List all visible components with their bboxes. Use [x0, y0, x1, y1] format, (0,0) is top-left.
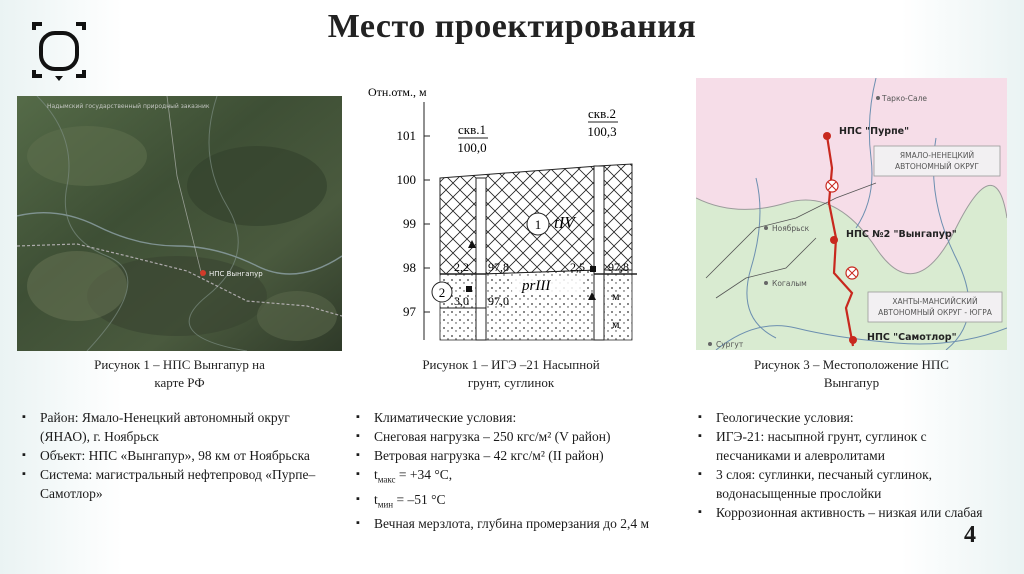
geology-bullets: [694, 408, 984, 522]
npc-marker-icon: [200, 270, 206, 276]
tmax-subscript: макс: [377, 474, 396, 485]
slide-title: Место проектирования: [327, 8, 697, 45]
bullet-region: ▪ Район: Ямало-Ненецкий автономный округ (ЯНАО), г. Ноябрьск: [18, 408, 318, 446]
tick-98: 98: [403, 260, 416, 275]
bullet-tmin: [352, 490, 692, 515]
unit-m-2: м: [612, 317, 620, 331]
tmin-value: = –51 °C: [393, 491, 446, 507]
bullet-geology: ▪ Геологические условия:: [694, 408, 984, 427]
elev-97-8-b: 97,8: [608, 260, 629, 274]
page-number: 4: [964, 522, 976, 548]
station-vyngapur-icon: [830, 236, 838, 244]
yanao-label-1: ЯМАЛО-НЕНЕЦКИЙ: [899, 151, 975, 160]
bullet-system: ▪ Система: магистральный нефтепровод «Пурпе–Самотлор»: [18, 465, 318, 503]
figure2-caption-line1: Рисунок 1 – ИГЭ –21 Насыпной: [422, 357, 600, 372]
layer1-label: tIV: [554, 213, 575, 232]
label-kogalym: Когалым: [772, 279, 807, 288]
well1-name: скв.1: [458, 122, 486, 137]
bullet-permafrost: ▪ Вечная мерзлота, глубина промерзания до 2,4 м: [352, 514, 692, 533]
label-surgut: Сургут: [716, 340, 744, 349]
tick-101: 101: [396, 128, 416, 143]
bullet-corrosion: ▪ Коррозионная активность – низкая или слабая: [694, 503, 984, 522]
yanao-label-2: АВТОНОМНЫЙ ОКРУГ: [895, 162, 979, 171]
bullet-snow: ▪ Снеговая нагрузка – 250 кгс/м² (V район): [352, 427, 692, 446]
label-vyngapur: НПС №2 "Вынгапур": [846, 229, 957, 240]
tick-97: 97: [403, 304, 416, 319]
station-samotlor-icon: [849, 336, 857, 344]
climate-bullets: [352, 408, 692, 533]
bullet-object: ▪ Объект: НПС «Вынгапур», 98 км от Ноябрьска: [18, 446, 318, 465]
figure1-caption-line2: карте РФ: [154, 375, 205, 390]
station-purpe-icon: [823, 132, 831, 140]
label-tarko-sale: Тарко-Сале: [882, 94, 928, 103]
location-bullets: [18, 408, 318, 503]
layer1-number: 1: [534, 217, 542, 232]
tick-99: 99: [403, 216, 416, 231]
bullet-ige21: ▪ ИГЭ-21: насыпной грунт, суглинок с песчаниками и алевролитами: [694, 427, 984, 465]
figure1-caption-line1: Рисунок 1 – НПС Вынгапур на: [94, 357, 265, 372]
elev-97-0: 97,0: [488, 294, 509, 308]
label-samotlor: НПС "Самотлор": [867, 332, 957, 343]
well2-name: скв.2: [588, 106, 616, 121]
depth-2-2: 2,2: [454, 260, 469, 274]
tmin-symbol: t: [374, 491, 378, 507]
figure2-caption: [362, 356, 660, 392]
geological-section: [362, 78, 660, 348]
well1-elev: 100,0: [457, 140, 487, 155]
map-header-label: Надымский государственный природный заказник: [47, 103, 210, 110]
axis-label: Отн.отм., м: [368, 85, 427, 99]
bullet-climate: ▪ Климатические условия:: [352, 408, 692, 427]
hmao-label-2: АВТОНОМНЫЙ ОКРУГ - ЮГРА: [878, 308, 992, 317]
bullet-tmax: [352, 465, 692, 490]
depth-2-5: 2,5: [570, 260, 585, 274]
tmax-value: = +34 °C,: [395, 467, 453, 482]
tick-100: 100: [396, 172, 416, 187]
bullet-layers: ▪ 3 слоя: суглинки, песчаный суглинок, водонасыщенные прослойки: [694, 465, 984, 503]
hmao-label-1: ХАНТЫ-МАНСИЙСКИЙ: [892, 297, 978, 306]
label-purpe: НПС "Пурпе": [839, 126, 910, 137]
figure1-caption: [17, 356, 342, 392]
figure3-caption: [696, 356, 1007, 392]
schematic-map: [696, 78, 1007, 350]
depth-3-0: 3,0: [454, 294, 469, 308]
label-noyabrsk: Ноябрьск: [772, 224, 810, 233]
layer2-label: prIII: [522, 278, 551, 294]
layer2-number: 2: [438, 285, 446, 300]
satellite-map: [17, 96, 342, 351]
unit-m-1: м: [612, 289, 620, 303]
elev-97-8-a: 97,8: [488, 260, 509, 274]
tmin-subscript: мин: [377, 499, 394, 510]
figure3-caption-line1: Рисунок 3 – Местоположение НПС: [754, 357, 949, 372]
bullet-wind: ▪ Ветровая нагрузка – 42 кгс/м² (II район): [352, 446, 692, 465]
tmax-symbol: t: [374, 467, 378, 482]
figure3-caption-line2: Вынгапур: [823, 375, 880, 390]
well2-elev: 100,3: [587, 124, 617, 139]
map-npc-label: НПС Вынгапур: [209, 270, 263, 278]
figure2-caption-line2: грунт, суглинок: [467, 375, 555, 390]
